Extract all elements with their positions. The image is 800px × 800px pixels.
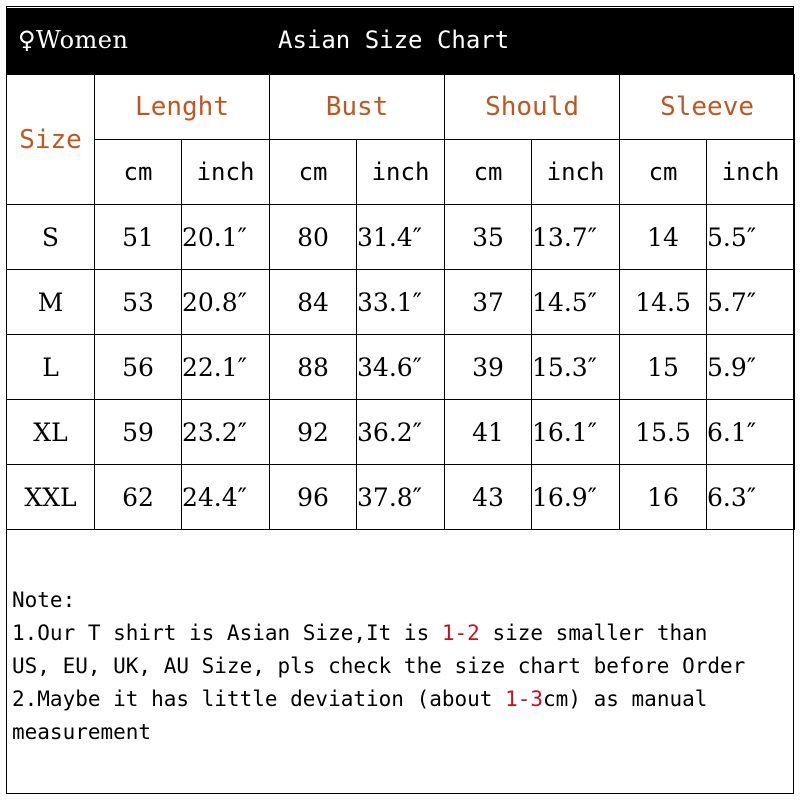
shoulder-cm-cell: 37 — [445, 270, 532, 335]
length-cm-cell: 59 — [95, 400, 182, 465]
bust-cm-cell: 80 — [270, 205, 357, 270]
shoulder-cm-cell: 43 — [445, 465, 532, 530]
bust-cm-cell: 88 — [270, 335, 357, 400]
bust-cm-cell: 84 — [270, 270, 357, 335]
group-header-shoulder: Should — [445, 75, 620, 140]
sleeve-inch-cell: 6.1″ — [707, 400, 795, 465]
note-line-2: US, EU, UK, AU Size, pls check the size chart before Order — [12, 654, 746, 678]
group-header-length: Lenght — [95, 75, 270, 140]
group-header-bust: Bust — [270, 75, 445, 140]
unit-cell: cm — [270, 140, 357, 205]
table-row — [7, 400, 795, 465]
bust-inch-cell: 36.2″ — [357, 400, 445, 465]
sleeve-cm-cell: 15 — [620, 335, 707, 400]
length-inch-cell: 24.4″ — [182, 465, 270, 530]
unit-cell: cm — [620, 140, 707, 205]
sleeve-cm-cell: 14.5 — [620, 270, 707, 335]
unit-cell: cm — [445, 140, 532, 205]
shoulder-inch-cell: 15.3″ — [532, 335, 620, 400]
note-block — [12, 584, 788, 749]
length-cm-cell: 53 — [95, 270, 182, 335]
title-bar — [6, 8, 794, 74]
unit-header-row — [7, 140, 795, 205]
length-inch-cell: 22.1″ — [182, 335, 270, 400]
shoulder-inch-cell: 13.7″ — [532, 205, 620, 270]
sleeve-inch-cell: 5.7″ — [707, 270, 795, 335]
note-line-1 — [12, 617, 788, 650]
length-cm-cell: 62 — [95, 465, 182, 530]
length-inch-cell: 20.8″ — [182, 270, 270, 335]
chart-title: Asian Size Chart — [278, 26, 510, 54]
note-highlight: 1-3 — [505, 687, 544, 711]
bust-inch-cell: 37.8″ — [357, 465, 445, 530]
unit-cell: inch — [707, 140, 795, 205]
table-row — [7, 335, 795, 400]
sleeve-inch-cell: 6.3″ — [707, 465, 795, 530]
size-cell: S — [7, 205, 95, 270]
bust-inch-cell: 31.4″ — [357, 205, 445, 270]
shoulder-inch-cell: 16.9″ — [532, 465, 620, 530]
sleeve-cm-cell: 14 — [620, 205, 707, 270]
sleeve-inch-cell: 5.9″ — [707, 335, 795, 400]
unit-cell: inch — [182, 140, 270, 205]
women-label: ♀Women — [18, 26, 129, 54]
size-cell: XL — [7, 400, 95, 465]
shoulder-cm-cell: 35 — [445, 205, 532, 270]
shoulder-inch-cell: 14.5″ — [532, 270, 620, 335]
bust-inch-cell: 33.1″ — [357, 270, 445, 335]
length-inch-cell: 23.2″ — [182, 400, 270, 465]
size-cell: M — [7, 270, 95, 335]
size-cell: L — [7, 335, 95, 400]
shoulder-inch-cell: 16.1″ — [532, 400, 620, 465]
note-highlight: 1-2 — [441, 621, 480, 645]
length-cm-cell: 51 — [95, 205, 182, 270]
table-row — [7, 205, 795, 270]
note-text: 2.Maybe it has little deviation (about — [12, 687, 506, 711]
length-cm-cell: 56 — [95, 335, 182, 400]
shoulder-cm-cell: 41 — [445, 400, 532, 465]
size-column-header: Size — [7, 75, 95, 205]
size-table — [6, 74, 795, 530]
sleeve-cm-cell: 16 — [620, 465, 707, 530]
sleeve-cm-cell: 15.5 — [620, 400, 707, 465]
shoulder-cm-cell: 39 — [445, 335, 532, 400]
group-header-sleeve: Sleeve — [620, 75, 795, 140]
note-text: cm) as manual — [543, 687, 708, 711]
bust-inch-cell: 34.6″ — [357, 335, 445, 400]
unit-cell: inch — [357, 140, 445, 205]
note-text: size smaller than — [479, 621, 708, 645]
group-header-row — [7, 75, 795, 140]
length-inch-cell: 20.1″ — [182, 205, 270, 270]
note-text: 1.Our T shirt is Asian Size,It is — [12, 621, 442, 645]
unit-cell: cm — [95, 140, 182, 205]
size-cell: XXL — [7, 465, 95, 530]
sleeve-inch-cell: 5.5″ — [707, 205, 795, 270]
note-label: Note: — [12, 588, 76, 612]
bust-cm-cell: 92 — [270, 400, 357, 465]
unit-cell: inch — [532, 140, 620, 205]
note-line-4: measurement — [12, 720, 152, 744]
table-row — [7, 270, 795, 335]
bust-cm-cell: 96 — [270, 465, 357, 530]
note-line-3 — [12, 683, 788, 716]
table-row — [7, 465, 795, 530]
